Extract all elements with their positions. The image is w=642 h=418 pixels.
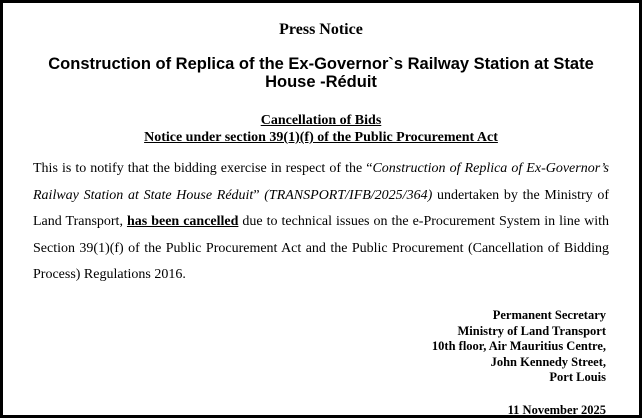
address-city: Port Louis [549, 370, 606, 384]
notice-body [33, 156, 609, 289]
body-reason: due to technical issues on the e-Procurement System in line with Section 39(1)(f) of the Public Procurement Act and the Public Procurement (Cancellation of Bidding Process) Regulations 2016. [33, 214, 609, 282]
signatory-title: Permanent Secretary [492, 308, 606, 322]
notice-title: Construction of Replica of the Ex-Governor`s Railway Station at State House -Réduit [48, 55, 594, 91]
tender-reference: (TRANSPORT/IFB/2025/364) [264, 187, 433, 203]
address-street: John Kennedy Street, [490, 354, 606, 369]
body-ministry: undertaken by the Ministry of Land Transport, [33, 187, 609, 229]
press-notice-heading: Press Notice [279, 21, 363, 38]
ministry-name: Ministry of Land Transport [457, 323, 606, 338]
cancelled-status: has been cancelled [126, 214, 239, 229]
cancellation-of-bids-heading: Cancellation of Bids [260, 113, 382, 128]
notice-date: 11 November 2025 [507, 403, 606, 417]
body-quote-close: ” [253, 187, 265, 203]
address-floor: 10th floor, Air Mauritius Centre, [431, 339, 606, 353]
signature-block [432, 308, 606, 386]
section-reference-heading: Notice under section 39(1)(f) of the Public Procurement Act [144, 130, 498, 145]
notice-subheading [3, 112, 639, 146]
body-intro: This is to notify that the bidding exercise in respect of the “ [33, 161, 373, 176]
project-name: Construction of Replica of Ex-Governor’s Railway Station at State House Réduit [33, 161, 609, 203]
